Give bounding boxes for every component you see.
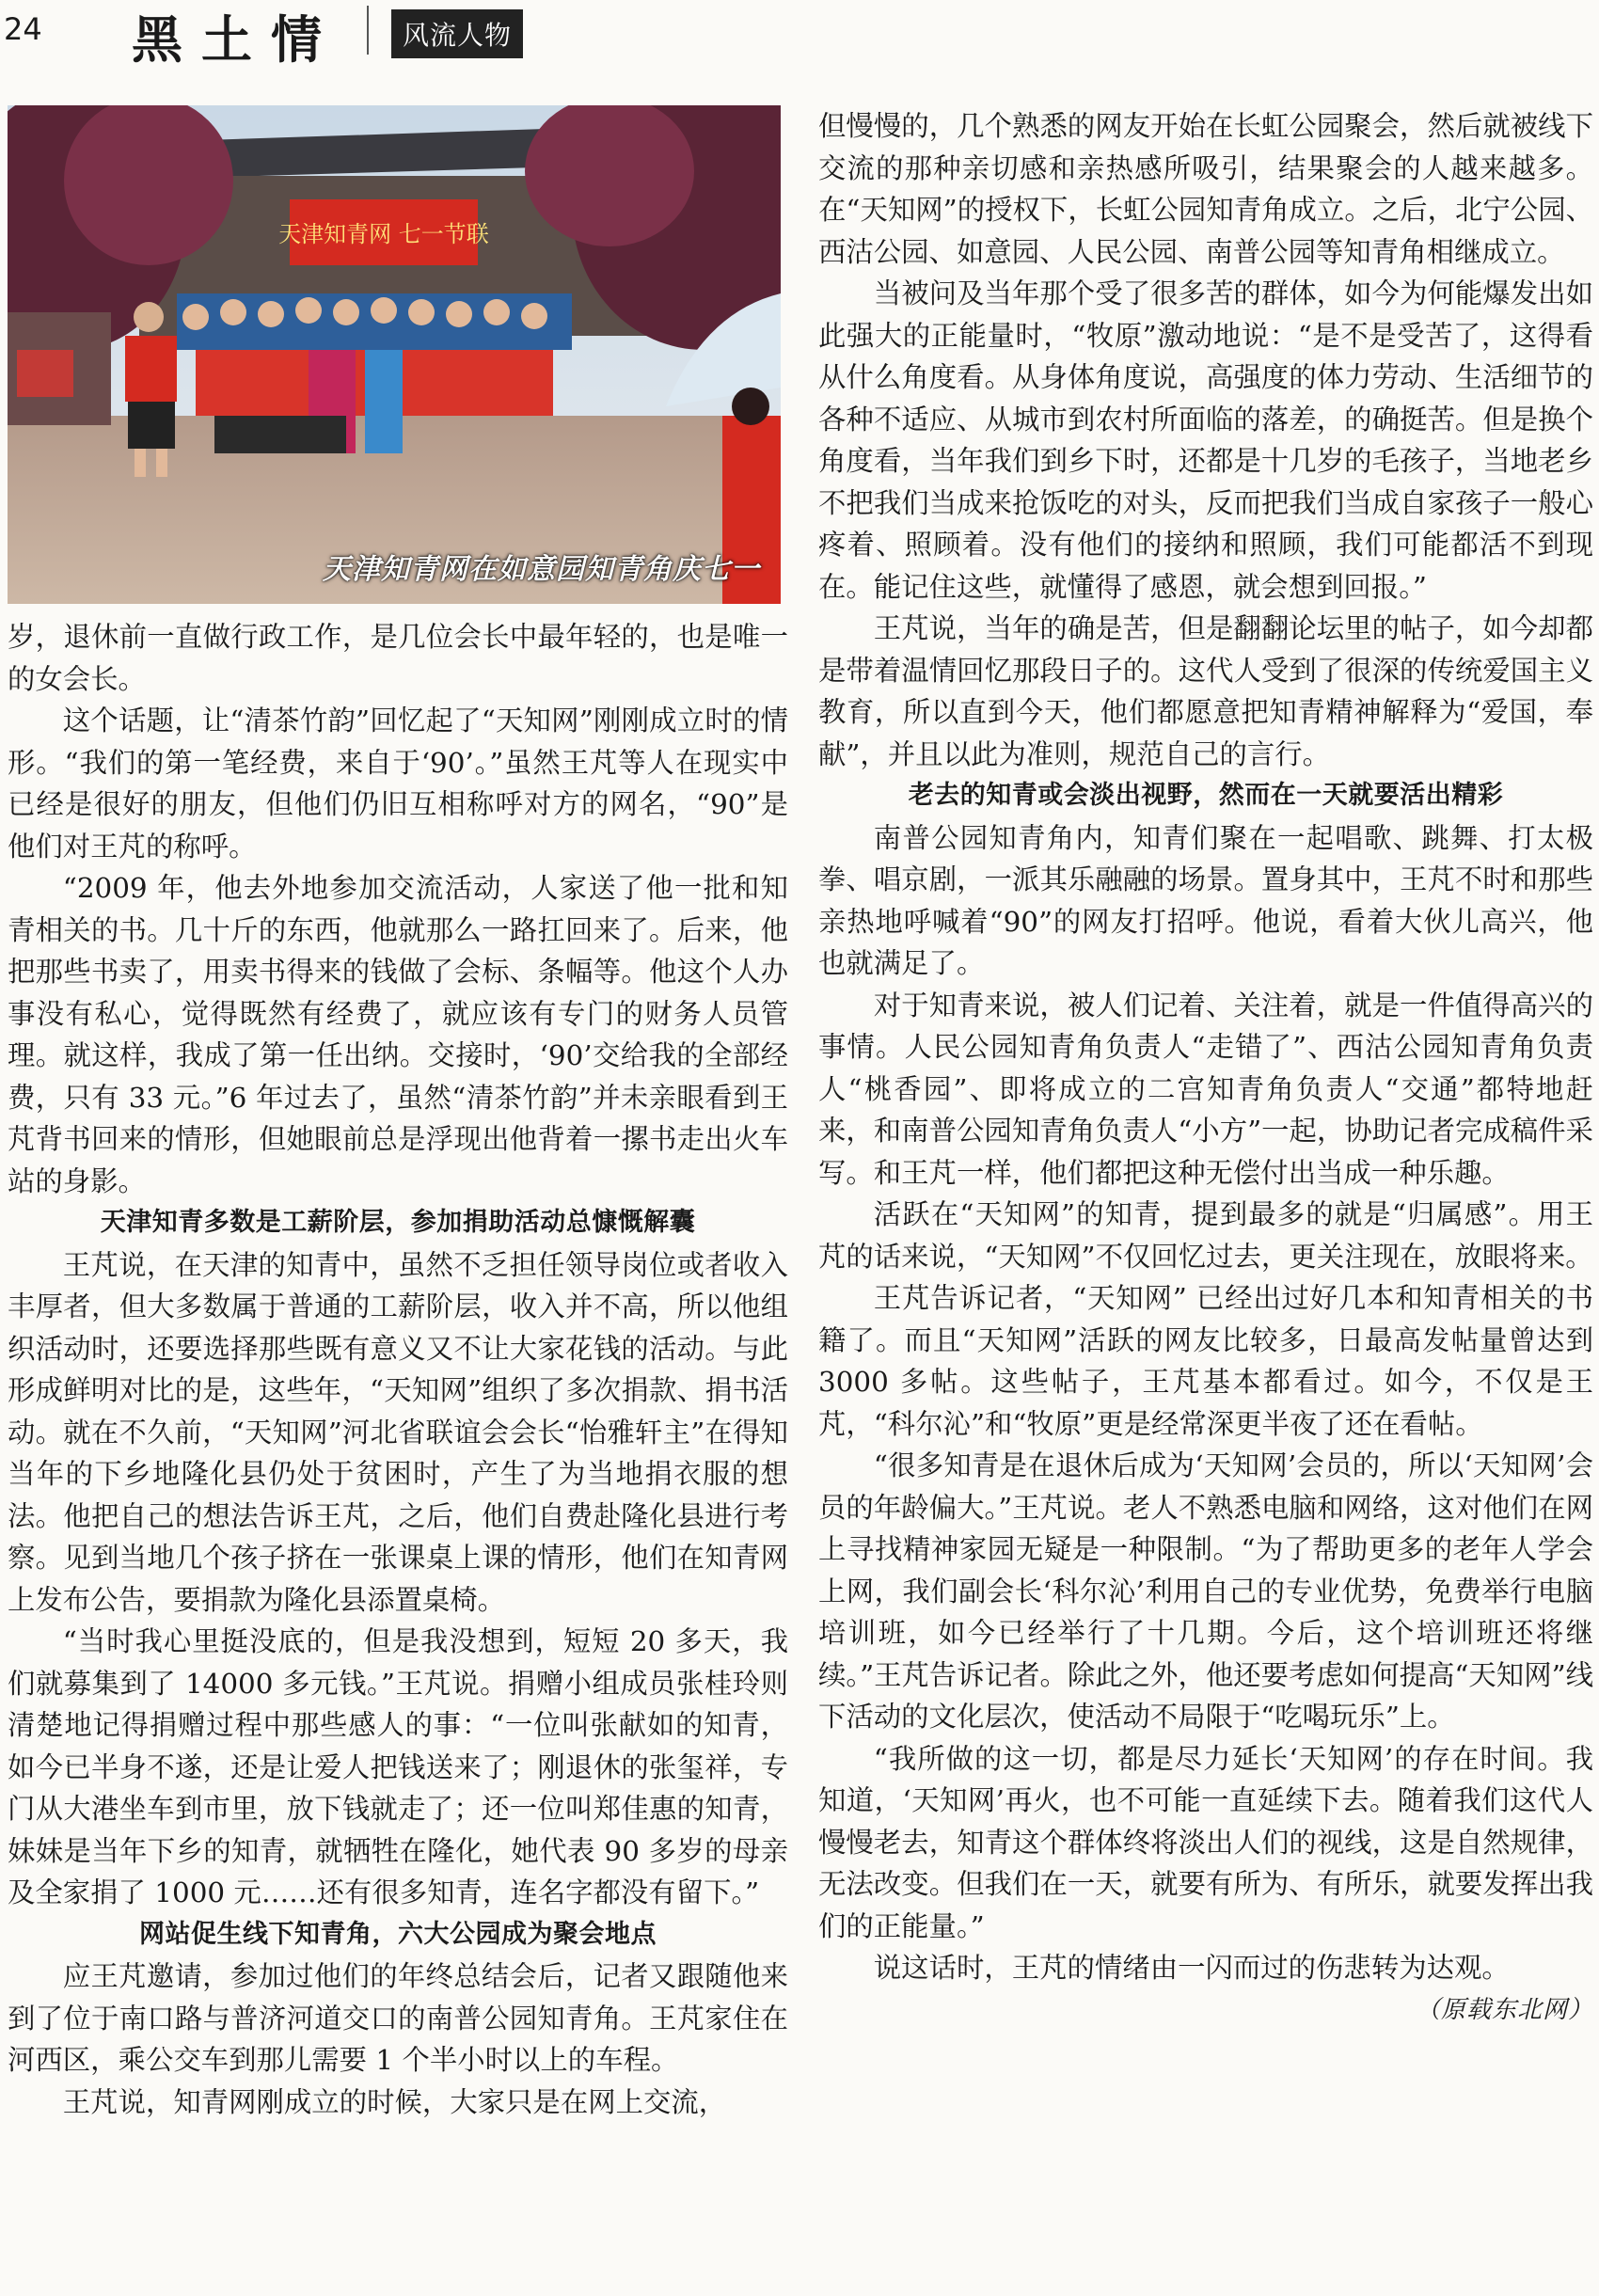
paragraph: 但慢慢的，几个熟悉的网友开始在长虹公园聚会，然后就被线下交流的那种亲切感和亲热感所吸引，结果聚会的人越来越多。在“天知网”的授权下，长虹公园知青角成立。之后，北宁公园、西沽公园、如意园、人民公园、南普公园等知青角相继成立。 <box>818 110 1593 268</box>
paragraph: 对于知青来说，被人们记着、关注着，就是一件值得高兴的事情。人民公园知青角负责人“走错了”、西沽公园知青角负责人“桃香园”、即将成立的二宫知青角负责人“交通”都特地赶来，和南普公园知青角负责人“小方”一起，协助记者完成稿件采写。和王芃一样，他们都把这种无偿付出当成一种乐趣。 <box>818 989 1593 1189</box>
paragraph: “当时我心里挺没底的，但是我没想到，短短 20 多天，我们就募集到了 14000 多元钱。”王芃说。捐赠小组成员张桂玲则清楚地记得捐赠过程中那些感人的事：“一位叫张献如的知青，如今已半身不遂，还是让爱人把钱送来了；刚退休的张玺祥，专门从大港坐车到市里，放下钱就走了；还一位叫郑佳惠的知青，妹妹是当年下乡的知青，就牺牲在隆化，她代表 90 多岁的母亲及全家捐了 1000 元……还有很多知青，连名字都没有留下。” <box>8 1625 788 1908</box>
paragraph: “我所做的这一切，都是尽力延长‘天知网’的存在时间。我知道，‘天知网’再火，也不可能一直延续下去。随着我们这代人慢慢老去，知青这个群体终将淡出人们的视线，这是自然规律，无法改变。但我们在一天，就要有所为、有所乐，就要发挥出我们的正能量。” <box>818 1742 1593 1942</box>
paragraph: 王芃说，当年的确是苦，但是翻翻论坛里的帖子，如今却都是带着温情回忆那段日子的。这代人受到了很深的传统爱国主义教育，所以直到今天，他们都愿意把知青精神解释为“爱国，奉献”，并且以此为准则，规范自己的言行。 <box>818 612 1593 770</box>
photo-caption: 天津知青网在如意园知青角庆七一 <box>323 553 760 586</box>
page-number: 24 <box>4 11 42 47</box>
paragraph: “很多知青是在退休后成为‘天知网’会员的，所以‘天知网’会员的年龄偏大。”王芃说。老人不熟悉电脑和网络，这对他们在网上寻找精神家园无疑是一种限制。“为了帮助更多的老年人学会上网，我们副会长‘科尔沁’利用自己的专业优势，免费举行电脑培训班，如今已经举行了十几期。今后，这个培训班还将继续。”王芃告诉记者。除此之外，他还要考虑如何提高“天知网”线下活动的文化层次，使活动不局限于“吃喝玩乐”上。 <box>818 1449 1593 1733</box>
source-credit: （原载东北网） <box>1415 1995 1593 2024</box>
left-column <box>8 616 788 2123</box>
paragraph: 南普公园知青角内，知青们聚在一起唱歌、跳舞、打太极拳、唱京剧，一派其乐融融的场景。置身其中，王芃不时和那些亲热地呼喊着“90”的网友打招呼。他说，看着大伙儿高兴，他也就满足了。 <box>818 821 1593 979</box>
magazine-title: 黑土情 <box>132 9 340 70</box>
paragraph: 岁，退休前一直做行政工作，是几位会长中最年轻的，也是唯一的女会长。 <box>8 621 788 695</box>
paragraph: 王芃告诉记者，“天知网” 已经出过好几本和知青相关的书籍了。而且“天知网”活跃的网友比较多，日最高发帖量曾达到 3000 多帖。这些帖子，王芃基本都看过。如今，不仅是王芃，“科尔沁”和“牧原”更是经常深更半夜了还在看帖。 <box>818 1282 1593 1440</box>
banner-text: 天津知青网 七一节联 <box>278 221 489 247</box>
paragraph: 活跃在“天知网”的知青，提到最多的就是“归属感”。用王芃的话来说，“天知网”不仅回忆过去，更关注现在，放眼将来。 <box>818 1198 1593 1273</box>
paragraph: “2009 年，他去外地参加交流活动，人家送了他一批和知青相关的书。几十斤的东西，他就那么一路扛回来了。后来，他把那些书卖了，用卖书得来的钱做了会标、条幅等。他这个人办事没有私心，觉得既然有经费了，就应该有专门的财务人员管理。就这样，我成了第一任出纳。交接时，‘90’交给我的全部经费，只有 33 元。”6 年过去了，虽然“清茶竹韵”并未亲眼看到王芃背书回来的情形，但她眼前总是浮现出他背着一摞书走出火车站的身影。 <box>8 872 788 1197</box>
subheading: 网站促生线下知青角，六大公园成为聚会地点 <box>139 1919 657 1949</box>
choir-photo-illustration <box>8 105 781 604</box>
header-divider <box>367 6 369 55</box>
subheading: 老去的知青或会淡出视野，然而在一天就要活出精彩 <box>908 781 1504 810</box>
paragraph: 王芃说，知青网刚成立的时候，大家只是在网上交流， <box>62 2085 727 2118</box>
paragraph: 应王芃邀请，参加过他们的年终总结会后，记者又跟随他来到了位于南口路与普济河道交口的南普公园知青角。王芃家住在河西区，乘公交车到那儿需要 1 个半小时以上的车程。 <box>8 1960 788 2076</box>
paragraph: 这个话题，让“清茶竹韵”回忆起了“天知网”刚刚成立时的情形。“我们的第一笔经费，来自于‘90’。”虽然王芃等人在现实中已经是很好的朋友，但他们仍旧互相称呼对方的网名，“90”是他们对王芃的称呼。 <box>8 705 788 863</box>
subheading: 天津知青多数是工薪阶层，参加捐助活动总慷慨解囊 <box>100 1208 696 1237</box>
article-photo <box>8 105 781 604</box>
section-tag: 风流人物 <box>391 9 523 58</box>
paragraph: 说这话时，王芃的情绪由一闪而过的伤悲转为达观。 <box>873 1952 1510 1984</box>
paragraph: 当被问及当年那个受了很多苦的群体，如今为何能爆发出如此强大的正能量时，“牧原”激动地说：“是不是受苦了，这得看从什么角度看。从身体角度说，高强度的体力劳动、生活细节的各种不适应、从城市到农村所面临的落差，的确挺苦。但是换个角度看，当年我们到乡下时，还都是十几岁的毛孩子，当地老乡不把我们当成来抢饭吃的对头，反而把我们当成自家孩子一般心疼着、照顾着。没有他们的接纳和照顾，我们可能都活不到现在。能记住这些，就懂得了感恩，就会想到回报。” <box>818 277 1593 603</box>
right-column <box>818 105 1593 2031</box>
page-header <box>0 0 1599 68</box>
paragraph: 王芃说，在天津的知青中，虽然不乏担任领导岗位或者收入丰厚者，但大多数属于普通的工薪阶层，收入并不高，所以他组织活动时，还要选择那些既有意义又不让大家花钱的活动。与此形成鲜明对比的是，这些年，“天知网”组织了多次捐款、捐书活动。就在不久前，“天知网”河北省联谊会会长“怡雅轩主”在得知当年的下乡地隆化县仍处于贫困时，产生了为当地捐衣服的想法。他把自己的想法告诉王芃，之后，他们自费赴隆化县进行考察。见到当地几个孩子挤在一张课桌上课的情形，他们在知青网上发布公告，要捐款为隆化县添置桌椅。 <box>8 1248 788 1616</box>
